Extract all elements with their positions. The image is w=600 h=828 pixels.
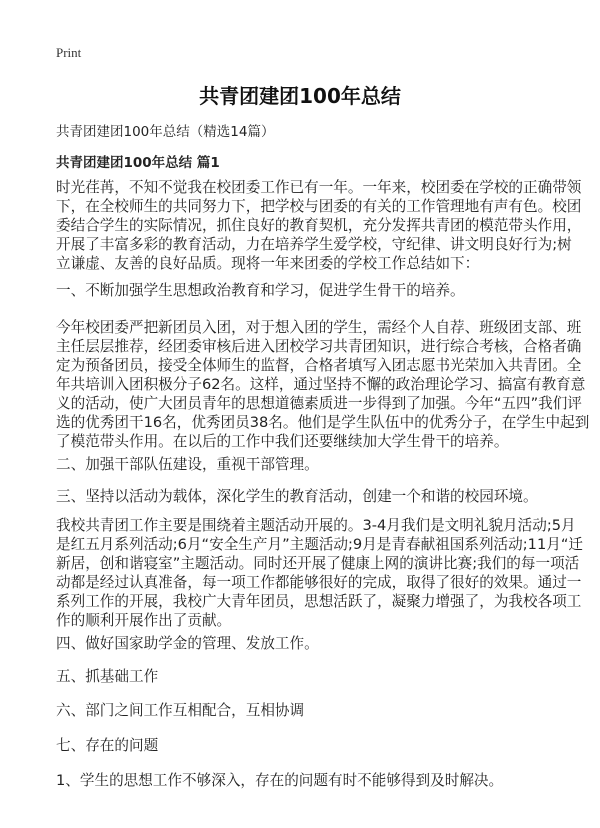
page-title: 共青团建团100年总结 <box>199 84 401 108</box>
line: 动都是经过认真准备，每一项工作都能够很好的完成，取得了很好的效果。通过一 <box>56 574 582 591</box>
line: 新居，创和谐寝室”主题活动。同时还开展了健康上网的演讲比赛;我们的每一项活 <box>56 555 580 572</box>
paragraph-1 <box>56 178 581 273</box>
line: 系列工作的开展，我校广大青年团员，思想活跃了，凝聚力增强了，为我校各项工 <box>56 593 582 610</box>
subtitle: 共青团建团100年总结（精选14篇） <box>56 124 275 140</box>
section-2: 二、加强干部队伍建设，重视干部管理。 <box>56 456 319 473</box>
paragraph-3 <box>56 516 583 630</box>
line: 定为预备团员，接受全体师生的监督，合格者填写入团志愿书光荣加入共青团。全 <box>56 357 582 374</box>
line: 委结合学生的实际情况，抓住良好的教育契机，充分发挥共青团的模范带头作用， <box>56 217 582 234</box>
line: 主任层层推荐，经团委审核后进入团校学习共青团知识，进行综合考核，合格者确 <box>56 338 582 355</box>
line: 是红五月系列活动;6月“安全生产月”主题活动;9月是青春献祖国系列活动;11月“迁 <box>56 536 583 553</box>
section-heading: 共青团建团100年总结 篇1 <box>56 155 220 171</box>
list-item-1: 1、学生的思想工作不够深入，存在的问题有时不能够得到及时解决。 <box>56 772 504 789</box>
section-3: 三、坚持以活动为载体，深化学生的教育活动，创建一个和谐的校园环境。 <box>56 488 538 505</box>
line: 下，在全校师生的共同努力下，把学校与团委的有关的工作管理地有声有色。校团 <box>56 198 582 215</box>
line: 立谦虚、友善的良好品质。现将一年来团委的学校工作总结如下： <box>56 255 480 272</box>
line: 我校共青团工作主要是围绕着主题活动开展的。3-4月我们是文明礼貌月活动;5月 <box>56 517 576 534</box>
section-1: 一、不断加强学生思想政治教育和学习，促进学生骨干的培养。 <box>56 282 465 299</box>
line: 年共培训入团积极分子62名。这样，通过坚持不懈的政治理论学习、搞富有教育意 <box>56 376 586 393</box>
line: 作的顺利开展作出了贡献。 <box>56 612 232 629</box>
paragraph-2 <box>56 318 589 451</box>
section-6: 六、部门之间工作互相配合，互相协调 <box>56 702 305 719</box>
section-7: 七、存在的问题 <box>56 737 159 754</box>
line: 义的活动，使广大团员青年的思想道德素质进一步得到了加强。今年“五四”我们评 <box>56 395 582 412</box>
line: 了模范带头作用。在以后的工作中我们还要继续加大学生骨干的培养。 <box>56 433 509 450</box>
section-4: 四、做好国家助学金的管理、发放工作。 <box>56 635 319 652</box>
section-5: 五、抓基础工作 <box>56 668 159 685</box>
line: 时光荏苒，不知不觉我在校团委工作已有一年。一年来，校团委在学校的正确带领 <box>56 179 582 196</box>
line: 今年校团委严把新团员入团，对于想入团的学生，需经个人自荐、班级团支部、班 <box>56 319 582 336</box>
line: 选的优秀团干16名，优秀团员38名。他们是学生队伍中的优秀分子，在学生中起到 <box>56 414 590 431</box>
line: 开展了丰富多彩的教育活动，力在培养学生爱学校，守纪律、讲文明良好行为;树 <box>56 236 572 253</box>
print-label[interactable]: Print <box>56 45 82 60</box>
